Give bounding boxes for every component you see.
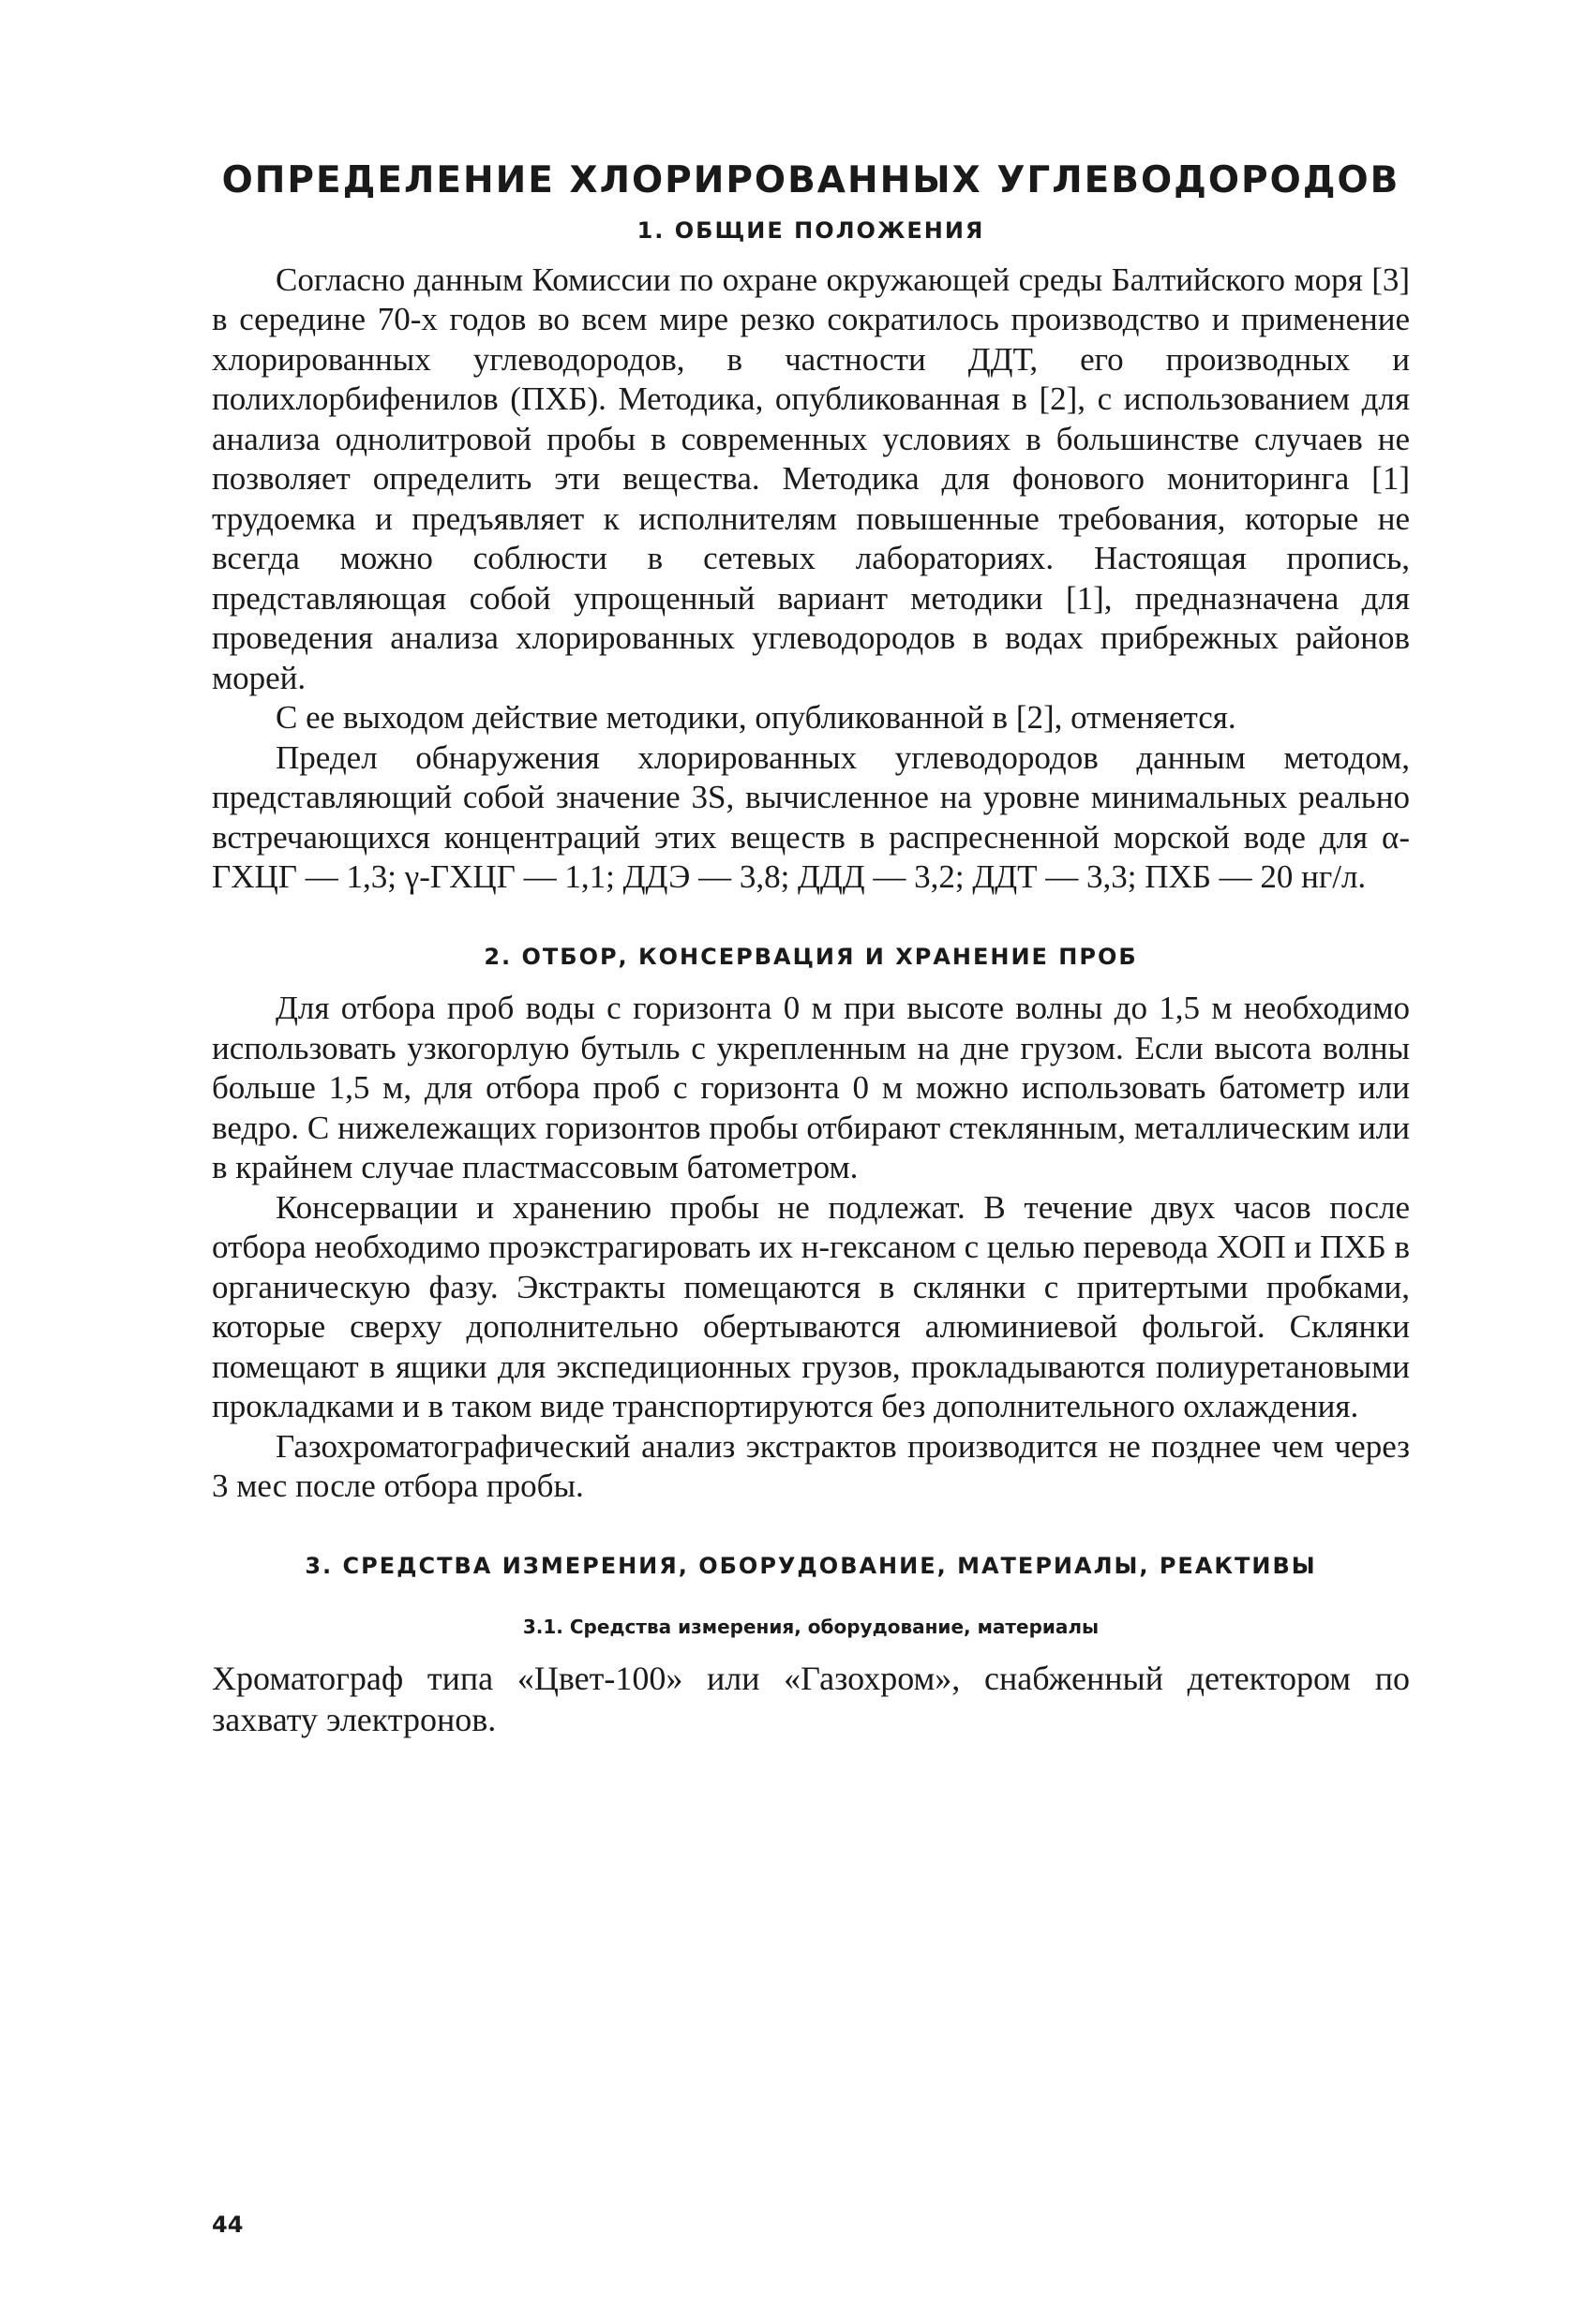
page-content: [212, 159, 1410, 1740]
page-number: 44: [212, 2212, 244, 2238]
section-2-paragraph-3: Газохроматографический анализ экстрактов производится не позднее чем через 3 мес после отбора пробы.: [212, 1427, 1410, 1505]
section-3-1-subheading: 3.1. Средства измерения, оборудование, материалы: [522, 1615, 1100, 1638]
section-2-paragraph-1: Для отбора проб воды с горизонта 0 м при высоте волны до 1,5 м необходимо использовать узкогорлую бутыль с укрепленным на дне грузом. Если высота волны больше 1,5 м, для отбора проб с горизонта 0 м можно использовать батометр или ведро. С нижележащих горизонтов пробы отбирают стеклянным, металлическим или в крайнем случае пластмассовым батометром.: [212, 990, 1410, 1186]
section-1-paragraph-3: Предел обнаружения хлорированных углеводородов данным методом, представляющий собой значение 3S, вычисленное на уровне минимальных реально встречающихся концентраций этих веществ в распресненной морской воде для α-ГХЦГ — 1,3; γ-ГХЦГ — 1,1; ДДЭ — 3,8; ДДД — 3,2; ДДТ — 3,3; ПХБ — 20 нг/л.: [212, 738, 1410, 896]
section-3-paragraph-1: Хроматограф типа «Цвет-100» или «Газохром», снабженный детектором по захвату электронов.: [212, 1659, 1410, 1738]
section-3-heading: 3. СРЕДСТВА ИЗМЕРЕНИЯ, ОБОРУДОВАНИЕ, МАТЕРИАЛЫ, РЕАКТИВЫ: [305, 1552, 1317, 1579]
section-1-paragraph-1: Согласно данным Комиссии по охране окружающей среды Балтийского моря [3] в середине 70-х годов во всем мире резко сократилось производство и применение хлорированных углеводородов, в частности ДДТ, его производных и полихлорбифенилов (ПХБ). Методика, опубликованная в [2], с использованием для анализа однолитровой пробы в современных условиях в большинстве случаев не позволяет определить эти вещества. Методика для фонового мониторинга [1] трудоемка и предъявляет к исполнителям повышенные требования, которые не всегда можно соблюсти в сетевых лабораториях. Настоящая пропись, представляющая собой упрощенный вариант методики [1], предназначена для проведения анализа хлорированных углеводородов в водах прибрежных районов морей.: [212, 261, 1410, 696]
section-1-paragraph-2: С ее выходом действие методики, опубликованной в [2], отменяется.: [276, 699, 1236, 737]
document-title: ОПРЕДЕЛЕНИЕ ХЛОРИРОВАННЫХ УГЛЕВОДОРОДОВ: [221, 159, 1400, 201]
section-1-heading: 1. ОБЩИЕ ПОЛОЖЕНИЯ: [636, 216, 985, 244]
section-2-heading: 2. ОТБОР, КОНСЕРВАЦИЯ И ХРАНЕНИЕ ПРОБ: [484, 943, 1138, 970]
section-2-paragraph-2: Консервации и хранению пробы не подлежат. В течение двух часов после отбора необходимо проэкстрагировать их н-гексаном с целью перевода ХОП и ПХБ в органическую фазу. Экстракты помещаются в склянки с притертыми пробками, которые сверху дополнительно обертываются алюминиевой фольгой. Склянки помещают в ящики для экспедиционных грузов, прокладываются полиуретановыми прокладками и в таком виде транспортируются без дополнительного охлаждения.: [212, 1188, 1410, 1425]
